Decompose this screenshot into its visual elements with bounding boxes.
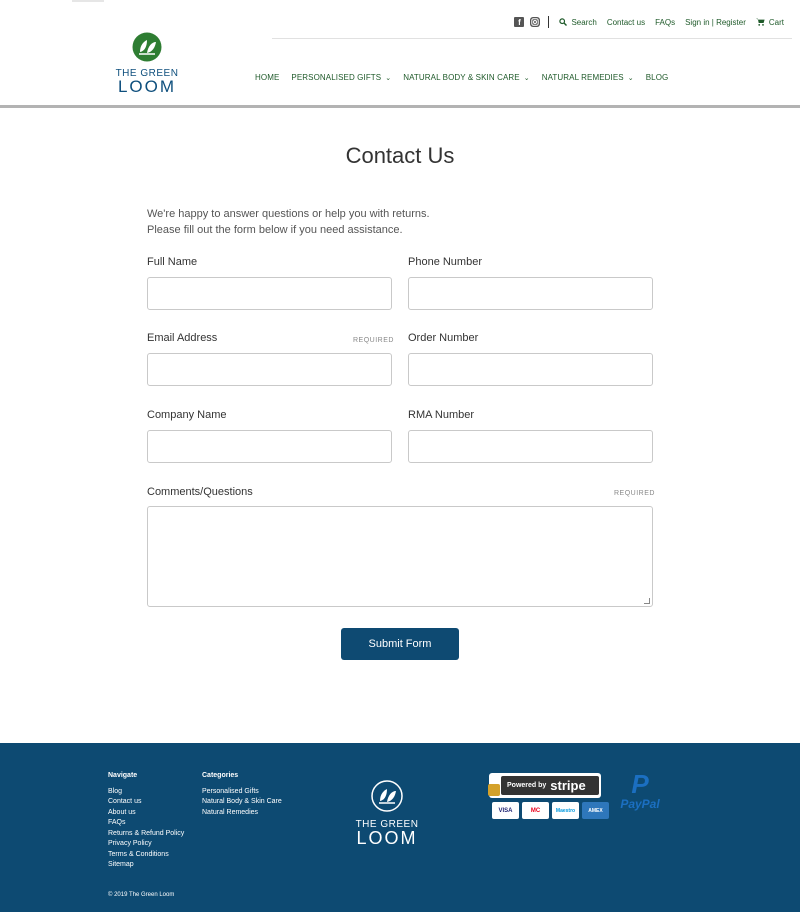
company-name-input[interactable] <box>147 430 392 463</box>
cart-link-label: Cart <box>768 17 784 27</box>
amex-card-icon: AMEX <box>582 802 609 819</box>
footer-logo-line1: THE GREEN <box>355 819 419 830</box>
footer-navigate-column <box>108 771 184 871</box>
site-header <box>0 0 800 108</box>
faqs-link[interactable]: FAQs <box>655 17 676 27</box>
copyright-text: © 2019 The Green Loom <box>108 892 175 898</box>
comments-label: Comments/Questions <box>147 486 253 498</box>
main-nav <box>255 73 680 82</box>
footer-link-sitemap[interactable]: Sitemap <box>108 861 134 868</box>
maestro-card-icon: Maestro <box>552 802 579 819</box>
comments-required-badge: REQUIRED <box>614 490 655 497</box>
paypal-logo <box>614 770 666 822</box>
site-logo[interactable] <box>112 32 182 94</box>
company-name-label: Company Name <box>147 409 227 421</box>
footer-navigate-heading: Navigate <box>108 772 138 779</box>
leaf-logo-icon <box>371 780 403 812</box>
chevron-down-icon: ⌄ <box>627 74 634 82</box>
footer-link-personalised-gifts[interactable]: Personalised Gifts <box>202 787 259 795</box>
cart-icon <box>756 18 765 26</box>
mastercard-icon: MC <box>522 802 549 819</box>
search-link-label: Search <box>571 17 597 27</box>
utility-separator <box>548 16 549 28</box>
utility-bar <box>514 15 794 29</box>
card-logos <box>492 802 612 819</box>
nav-home[interactable] <box>255 73 279 82</box>
order-number-label: Order Number <box>408 332 479 344</box>
page-title: Contact Us <box>345 143 455 168</box>
site-footer <box>0 743 800 912</box>
stripe-prefix: Powered by <box>507 782 547 789</box>
footer-link-privacy[interactable]: Privacy Policy <box>108 840 152 847</box>
email-address-label: Email Address <box>147 332 218 344</box>
intro-text <box>147 206 430 238</box>
logo-line1: THE GREEN <box>115 68 179 79</box>
footer-link-contact[interactable]: Contact us <box>108 798 142 805</box>
nav-body-skin-care[interactable] <box>403 73 529 82</box>
footer-link-returns[interactable]: Returns & Refund Policy <box>108 829 185 837</box>
phone-number-input[interactable] <box>408 277 653 310</box>
footer-categories-heading: Categories <box>202 772 239 779</box>
stripe-badge <box>501 776 599 795</box>
intro-line-1: We're happy to answer questions or help you with returns. <box>147 208 430 220</box>
rma-number-label: RMA Number <box>408 409 475 421</box>
header-divider <box>272 38 792 39</box>
footer-categories-column <box>202 771 282 818</box>
footer-link-blog[interactable]: Blog <box>108 787 123 795</box>
nav-home-label: HOME <box>255 73 280 82</box>
full-name-input[interactable] <box>147 277 392 310</box>
paypal-p-icon: P <box>631 769 649 799</box>
chevron-down-icon: ⌄ <box>523 74 530 82</box>
email-required-badge: REQUIRED <box>353 337 394 344</box>
search-link[interactable] <box>559 18 596 27</box>
visa-card-icon: VISA <box>492 802 519 819</box>
nav-personalised-gifts-label: PERSONALISED GIFTS <box>291 73 382 82</box>
nav-natural-remedies-label: NATURAL REMEDIES <box>541 73 624 82</box>
lock-icon <box>488 784 500 796</box>
nav-blog-label: BLOG <box>645 73 669 82</box>
facebook-icon[interactable]: f <box>514 17 524 27</box>
comments-textarea[interactable] <box>147 506 653 607</box>
signin-register-link[interactable]: Sign in | Register <box>685 17 746 27</box>
nav-body-skin-care-label: NATURAL BODY & SKIN CARE <box>403 73 520 82</box>
nav-personalised-gifts[interactable] <box>291 73 391 82</box>
order-number-input[interactable] <box>408 353 653 386</box>
footer-link-faqs[interactable]: FAQs <box>108 819 126 826</box>
nav-blog[interactable] <box>646 73 669 82</box>
phone-number-label: Phone Number <box>408 256 482 268</box>
footer-link-terms[interactable]: Terms & Conditions <box>108 850 169 858</box>
paypal-wordmark: PayPal <box>620 797 660 811</box>
cart-link[interactable] <box>756 18 784 27</box>
contact-us-link[interactable]: Contact us <box>606 17 646 27</box>
chevron-down-icon: ⌄ <box>385 74 392 82</box>
full-name-label: Full Name <box>147 256 198 268</box>
footer-link-natural-remedies[interactable]: Natural Remedies <box>202 808 259 816</box>
stripe-wordmark: stripe <box>550 778 586 793</box>
footer-link-about[interactable]: About us <box>108 808 136 816</box>
footer-logo[interactable] <box>351 780 423 850</box>
instagram-icon[interactable] <box>530 17 540 27</box>
logo-line2: LOOM <box>117 77 177 96</box>
top-stub-divider <box>72 0 104 2</box>
email-address-input[interactable] <box>147 353 392 386</box>
resize-handle-icon[interactable] <box>644 598 650 604</box>
footer-link-body-skin-care[interactable]: Natural Body & Skin Care <box>202 798 282 805</box>
leaf-logo-icon <box>132 32 162 62</box>
submit-form-button[interactable]: Submit Form <box>341 628 459 660</box>
nav-natural-remedies[interactable] <box>542 73 634 82</box>
rma-number-input[interactable] <box>408 430 653 463</box>
intro-line-2: Please fill out the form below if you need assistance. <box>147 224 403 236</box>
search-icon <box>559 18 567 26</box>
footer-logo-line2: LOOM <box>356 828 418 848</box>
